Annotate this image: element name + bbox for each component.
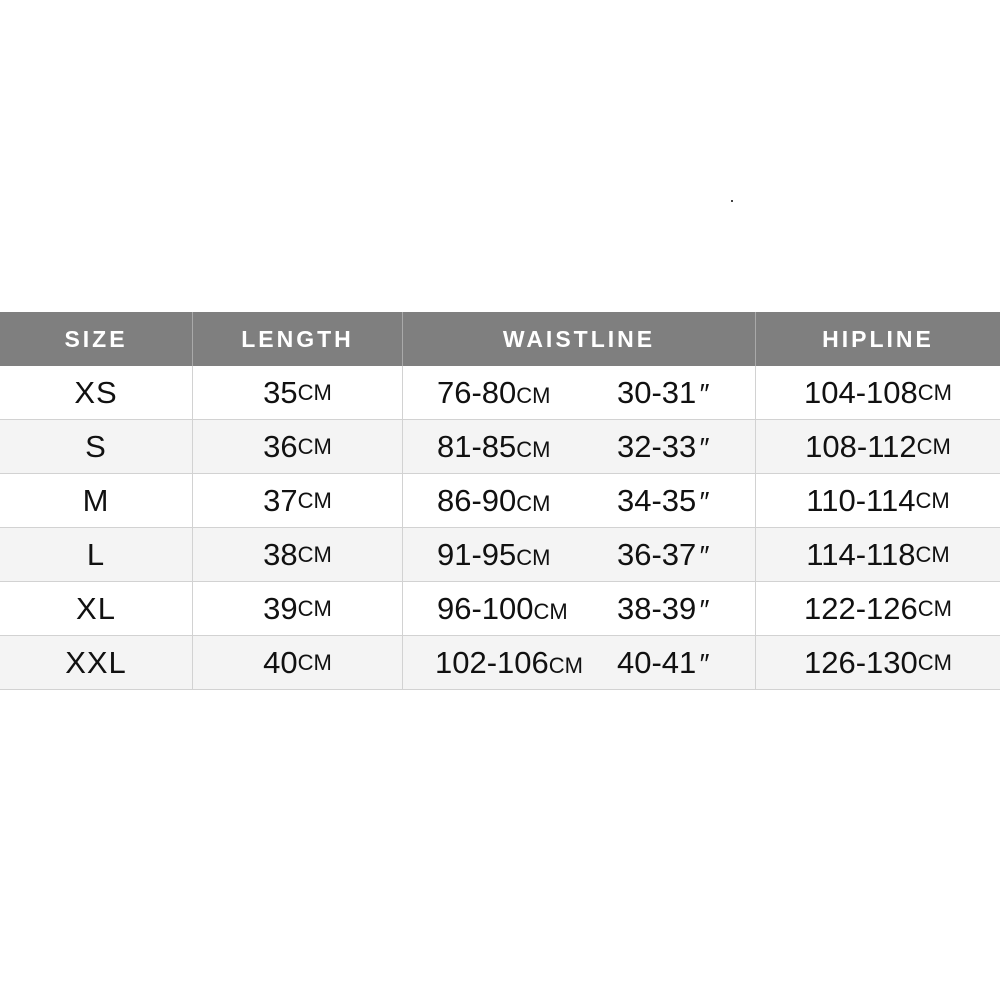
waist-inch-value: 30-31 (617, 374, 697, 410)
length-value: 36 (263, 428, 298, 464)
inch-mark: ″ (698, 431, 709, 463)
inch-mark: ″ (698, 485, 709, 517)
unit-label: CM (516, 382, 551, 408)
hip-value: 122-126 (804, 590, 918, 626)
unit-label: CM (297, 433, 332, 459)
hip-value: 114-118 (806, 536, 916, 572)
length-cell (193, 474, 403, 527)
length-value: 38 (263, 536, 298, 572)
hipline-cell (756, 366, 1000, 419)
waist-cm (403, 537, 617, 573)
size-cell: S (0, 420, 193, 473)
size-cell: M (0, 474, 193, 527)
waist-inch-value: 34-35 (617, 482, 697, 518)
waistline-cell (403, 636, 756, 689)
unit-label: CM (917, 379, 952, 405)
hipline-cell (756, 420, 1000, 473)
table-row (0, 366, 1000, 420)
unit-label: CM (516, 436, 551, 462)
waist-inch (617, 375, 708, 411)
waist-inch (617, 429, 708, 465)
waist-cm-value: 96-100 (437, 590, 534, 626)
hipline-cell (756, 636, 1000, 689)
unit-label: CM (916, 433, 951, 459)
size-cell: XXL (0, 636, 193, 689)
unit-label: CM (516, 490, 551, 516)
waist-cm (403, 645, 617, 681)
hipline-cell (756, 528, 1000, 581)
waistline-cell (403, 582, 756, 635)
waist-inch (617, 591, 708, 627)
hip-value: 108-112 (805, 428, 917, 464)
length-cell (193, 582, 403, 635)
waist-inch (617, 483, 708, 519)
size-cell: XS (0, 366, 193, 419)
header-size: SIZE (0, 312, 193, 366)
waist-cm-value: 91-95 (437, 536, 517, 572)
table-row (0, 420, 1000, 474)
length-value: 39 (263, 590, 298, 626)
waist-inch-value: 38-39 (617, 590, 697, 626)
inch-mark: ″ (698, 593, 709, 625)
inch-mark: ″ (698, 377, 709, 409)
unit-label: CM (917, 649, 952, 675)
waistline-cell (403, 366, 756, 419)
waistline-cell (403, 420, 756, 473)
waistline-cell (403, 528, 756, 581)
table-row (0, 582, 1000, 636)
waist-inch (617, 645, 708, 681)
stray-dot (731, 200, 733, 202)
inch-mark: ″ (698, 647, 709, 679)
unit-label: CM (297, 379, 332, 405)
header-length: LENGTH (193, 312, 403, 366)
table-row (0, 528, 1000, 582)
waist-cm (403, 375, 617, 411)
table-header-row (0, 312, 1000, 366)
length-value: 35 (263, 374, 298, 410)
unit-label: CM (297, 541, 332, 567)
length-cell (193, 528, 403, 581)
header-waistline: WAISTLINE (403, 312, 756, 366)
unit-label: CM (917, 595, 952, 621)
length-value: 40 (263, 644, 298, 680)
size-cell: XL (0, 582, 193, 635)
table-row (0, 636, 1000, 690)
hip-value: 110-114 (806, 482, 916, 518)
inch-mark: ″ (698, 539, 709, 571)
unit-label: CM (516, 544, 551, 570)
waist-cm-value: 76-80 (437, 374, 517, 410)
length-value: 37 (263, 482, 298, 518)
header-hipline: HIPLINE (822, 325, 934, 352)
length-cell (193, 366, 403, 419)
waist-inch-value: 36-37 (617, 536, 697, 572)
hip-value: 104-108 (804, 374, 918, 410)
unit-label: CM (297, 595, 332, 621)
waist-cm (403, 591, 617, 627)
waist-cm-value: 102-106 (435, 644, 549, 680)
hipline-cell (756, 582, 1000, 635)
size-cell: L (0, 528, 193, 581)
waist-cm (403, 429, 617, 465)
waist-inch-value: 40-41 (617, 644, 697, 680)
unit-label: CM (297, 649, 332, 675)
waist-cm-value: 86-90 (437, 482, 517, 518)
unit-label: CM (548, 652, 583, 678)
waist-cm-value: 81-85 (437, 428, 517, 464)
waist-inch-value: 32-33 (617, 428, 697, 464)
waist-inch (617, 537, 708, 573)
length-cell (193, 636, 403, 689)
unit-label: CM (533, 598, 568, 624)
hip-value: 126-130 (804, 644, 918, 680)
unit-label: CM (297, 487, 332, 513)
size-chart-table (0, 312, 1000, 690)
table-row (0, 474, 1000, 528)
hipline-cell (756, 474, 1000, 527)
unit-label: CM (915, 541, 950, 567)
length-cell (193, 420, 403, 473)
unit-label: CM (915, 487, 950, 513)
waist-cm (403, 483, 617, 519)
waistline-cell (403, 474, 756, 527)
